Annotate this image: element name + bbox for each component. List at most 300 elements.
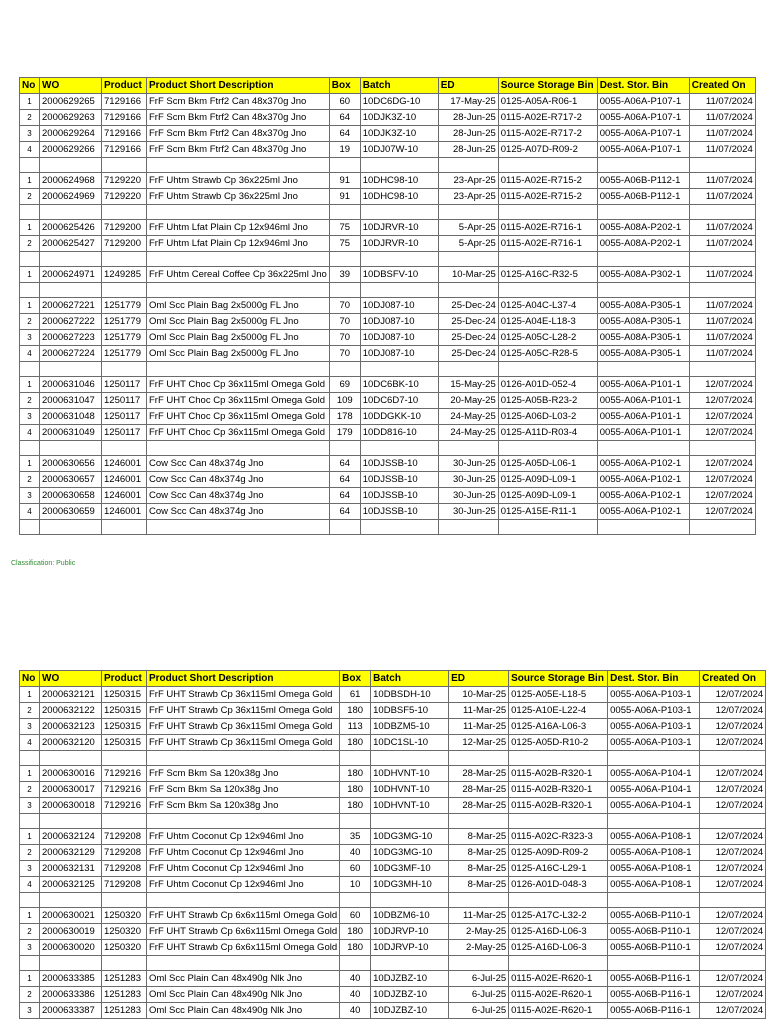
cell-no: 1	[20, 377, 40, 393]
header-description: Product Short Description	[147, 671, 340, 687]
empty-cell	[20, 283, 40, 298]
cell-no: 2	[20, 472, 40, 488]
cell-created-on: 12/07/2024	[700, 687, 766, 703]
cell-no: 1	[20, 267, 40, 283]
cell-description: FrF UHT Choc Cp 36x115ml Omega Gold	[147, 393, 330, 409]
spacer-row	[20, 362, 756, 377]
cell-ed: 30-Jun-25	[438, 488, 498, 504]
cell-ed: 10-Mar-25	[449, 687, 509, 703]
cell-product: 1251779	[102, 298, 147, 314]
cell-created-on: 11/07/2024	[689, 126, 755, 142]
table-row	[20, 908, 766, 924]
table-row	[20, 971, 766, 987]
cell-created-on: 12/07/2024	[700, 766, 766, 782]
cell-description: FrF UHT Choc Cp 36x115ml Omega Gold	[147, 425, 330, 441]
cell-no: 2	[20, 845, 40, 861]
cell-box: 70	[329, 346, 360, 362]
cell-product: 1251283	[102, 971, 147, 987]
header-batch: Batch	[360, 78, 438, 94]
cell-batch: 10DC6D7-10	[360, 393, 438, 409]
cell-source-bin: 0115-A02C-R323-3	[509, 829, 608, 845]
cell-created-on: 12/07/2024	[689, 393, 755, 409]
cell-created-on: 11/07/2024	[689, 94, 755, 110]
empty-cell	[689, 158, 755, 173]
cell-batch: 10DJZBZ-10	[371, 987, 449, 1003]
cell-source-bin: 0115-A02E-R715-2	[498, 173, 597, 189]
cell-created-on: 11/07/2024	[689, 267, 755, 283]
header-source-bin: Source Storage Bin	[509, 671, 608, 687]
cell-dest-bin: 0055-A06A-P107-1	[597, 126, 689, 142]
cell-no: 3	[20, 488, 40, 504]
spacer-row	[20, 893, 766, 908]
empty-cell	[40, 252, 102, 267]
cell-source-bin: 0125-A04E-L18-3	[498, 314, 597, 330]
empty-cell	[597, 205, 689, 220]
cell-box: 64	[329, 456, 360, 472]
cell-no: 4	[20, 504, 40, 520]
cell-ed: 30-Jun-25	[438, 456, 498, 472]
cell-source-bin: 0125-A06D-L03-2	[498, 409, 597, 425]
empty-cell	[689, 283, 755, 298]
cell-created-on: 11/07/2024	[689, 330, 755, 346]
cell-product: 1250315	[102, 719, 147, 735]
cell-box: 180	[340, 940, 371, 956]
table-row	[20, 236, 756, 252]
cell-ed: 11-Mar-25	[449, 703, 509, 719]
cell-batch: 10DHVNT-10	[371, 798, 449, 814]
cell-wo: 2000632123	[40, 719, 102, 735]
header-dest-bin: Dest. Stor. Bin	[597, 78, 689, 94]
header-created-on: Created On	[700, 671, 766, 687]
cell-description: FrF Uhtm Cereal Coffee Cp 36x225ml Jno	[147, 267, 330, 283]
cell-description: FrF UHT Strawb Cp 36x115ml Omega Gold	[147, 719, 340, 735]
empty-cell	[438, 362, 498, 377]
cell-box: 180	[340, 798, 371, 814]
cell-dest-bin: 0055-A06A-P102-1	[597, 488, 689, 504]
cell-source-bin: 0125-A05C-L28-2	[498, 330, 597, 346]
cell-created-on: 12/07/2024	[689, 472, 755, 488]
cell-source-bin: 0115-A02E-R717-2	[498, 110, 597, 126]
empty-cell	[608, 814, 700, 829]
empty-cell	[689, 252, 755, 267]
cell-box: 178	[329, 409, 360, 425]
cell-batch: 10DBZM6-10	[371, 908, 449, 924]
cell-source-bin: 0125-A05D-R10-2	[509, 735, 608, 751]
empty-cell	[147, 252, 330, 267]
empty-cell	[102, 441, 147, 456]
header-no: No	[20, 78, 40, 94]
cell-source-bin: 0125-A09D-R09-2	[509, 845, 608, 861]
cell-dest-bin: 0055-A06A-P103-1	[608, 719, 700, 735]
cell-batch: 10DG3MF-10	[371, 861, 449, 877]
empty-cell	[40, 362, 102, 377]
cell-ed: 24-May-25	[438, 409, 498, 425]
cell-wo: 2000632129	[40, 845, 102, 861]
cell-created-on: 12/07/2024	[700, 987, 766, 1003]
empty-cell	[20, 252, 40, 267]
cell-wo: 2000629264	[40, 126, 102, 142]
cell-product: 7129208	[102, 845, 147, 861]
cell-source-bin: 0125-A05C-R28-5	[498, 346, 597, 362]
empty-cell	[438, 252, 498, 267]
cell-box: 19	[329, 142, 360, 158]
cell-ed: 6-Jul-25	[449, 1003, 509, 1019]
table-row	[20, 314, 756, 330]
cell-wo: 2000627224	[40, 346, 102, 362]
cell-description: FrF Uhtm Lfat Plain Cp 12x946ml Jno	[147, 236, 330, 252]
table-row	[20, 142, 756, 158]
cell-ed: 24-May-25	[438, 425, 498, 441]
cell-dest-bin: 0055-A06B-P116-1	[608, 971, 700, 987]
table-row	[20, 267, 756, 283]
empty-cell	[20, 956, 40, 971]
cell-no: 1	[20, 94, 40, 110]
cell-created-on: 12/07/2024	[700, 719, 766, 735]
cell-source-bin: 0125-A16C-L29-1	[509, 861, 608, 877]
cell-batch: 10DG3MG-10	[371, 845, 449, 861]
cell-description: FrF Uhtm Coconut Cp 12x946ml Jno	[147, 861, 340, 877]
header-ed: ED	[449, 671, 509, 687]
cell-created-on: 11/07/2024	[689, 142, 755, 158]
empty-cell	[102, 520, 147, 535]
cell-source-bin: 0115-A02E-R716-1	[498, 220, 597, 236]
cell-dest-bin: 0055-A06A-P101-1	[597, 425, 689, 441]
empty-cell	[360, 158, 438, 173]
empty-cell	[147, 956, 340, 971]
cell-batch: 10DC6DG-10	[360, 94, 438, 110]
cell-no: 3	[20, 719, 40, 735]
cell-no: 2	[20, 924, 40, 940]
cell-no: 4	[20, 346, 40, 362]
empty-cell	[147, 441, 330, 456]
empty-cell	[102, 283, 147, 298]
cell-no: 1	[20, 220, 40, 236]
empty-cell	[340, 956, 371, 971]
empty-cell	[438, 441, 498, 456]
table-row	[20, 377, 756, 393]
empty-cell	[20, 520, 40, 535]
cell-created-on: 12/07/2024	[700, 940, 766, 956]
cell-created-on: 11/07/2024	[689, 189, 755, 205]
table-row	[20, 861, 766, 877]
cell-box: 35	[340, 829, 371, 845]
cell-product: 7129208	[102, 861, 147, 877]
cell-dest-bin: 0055-A06A-P104-1	[608, 782, 700, 798]
cell-ed: 11-Mar-25	[449, 719, 509, 735]
cell-no: 2	[20, 987, 40, 1003]
cell-source-bin: 0115-A02E-R620-1	[509, 987, 608, 1003]
empty-cell	[40, 283, 102, 298]
cell-wo: 2000629265	[40, 94, 102, 110]
cell-product: 1251283	[102, 1003, 147, 1019]
cell-dest-bin: 0055-A06A-P102-1	[597, 472, 689, 488]
empty-cell	[147, 814, 340, 829]
cell-description: FrF Scm Bkm Ftrf2 Can 48x370g Jno	[147, 142, 330, 158]
cell-created-on: 12/07/2024	[700, 908, 766, 924]
empty-cell	[20, 205, 40, 220]
cell-wo: 2000632121	[40, 687, 102, 703]
cell-created-on: 11/07/2024	[689, 173, 755, 189]
cell-dest-bin: 0055-A06A-P101-1	[597, 377, 689, 393]
table-row	[20, 877, 766, 893]
cell-no: 1	[20, 829, 40, 845]
cell-no: 3	[20, 409, 40, 425]
empty-cell	[360, 283, 438, 298]
cell-product: 7129200	[102, 236, 147, 252]
cell-description: FrF UHT Strawb Cp 6x6x115ml Omega Gold	[147, 940, 340, 956]
cell-description: FrF UHT Choc Cp 36x115ml Omega Gold	[147, 377, 330, 393]
empty-cell	[20, 362, 40, 377]
cell-source-bin: 0125-A10E-L22-4	[509, 703, 608, 719]
header-wo: WO	[40, 78, 102, 94]
cell-source-bin: 0125-A17C-L32-2	[509, 908, 608, 924]
cell-dest-bin: 0055-A06B-P112-1	[597, 189, 689, 205]
cell-source-bin: 0126-A01D-048-3	[509, 877, 608, 893]
cell-product: 1250315	[102, 703, 147, 719]
cell-product: 1250117	[102, 377, 147, 393]
empty-cell	[509, 893, 608, 908]
cell-dest-bin: 0055-A08A-P305-1	[597, 346, 689, 362]
cell-batch: 10DJZBZ-10	[371, 1003, 449, 1019]
cell-product: 7129166	[102, 142, 147, 158]
cell-box: 61	[340, 687, 371, 703]
cell-dest-bin: 0055-A06A-P104-1	[608, 798, 700, 814]
cell-ed: 30-Jun-25	[438, 504, 498, 520]
cell-wo: 2000630017	[40, 782, 102, 798]
cell-batch: 10DDGKK-10	[360, 409, 438, 425]
table-row	[20, 1003, 766, 1019]
cell-wo: 2000633386	[40, 987, 102, 1003]
empty-cell	[689, 520, 755, 535]
cell-batch: 10DHC98-10	[360, 173, 438, 189]
empty-cell	[20, 814, 40, 829]
cell-wo: 2000631046	[40, 377, 102, 393]
cell-box: 64	[329, 472, 360, 488]
cell-box: 60	[329, 94, 360, 110]
cell-ed: 28-Mar-25	[449, 798, 509, 814]
spacer-row	[20, 158, 756, 173]
cell-batch: 10DJ087-10	[360, 314, 438, 330]
table-row	[20, 94, 756, 110]
empty-cell	[40, 893, 102, 908]
empty-cell	[40, 814, 102, 829]
table-row	[20, 987, 766, 1003]
cell-batch: 10DJRVR-10	[360, 220, 438, 236]
table-row	[20, 940, 766, 956]
cell-ed: 30-Jun-25	[438, 472, 498, 488]
cell-batch: 10DJSSB-10	[360, 504, 438, 520]
cell-no: 2	[20, 110, 40, 126]
empty-cell	[147, 751, 340, 766]
cell-description: Cow Scc Can 48x374g Jno	[147, 472, 330, 488]
empty-cell	[498, 283, 597, 298]
empty-cell	[329, 283, 360, 298]
cell-source-bin: 0115-A02B-R320-1	[509, 798, 608, 814]
table-row	[20, 298, 756, 314]
table-row	[20, 110, 756, 126]
header-wo: WO	[40, 671, 102, 687]
cell-box: 109	[329, 393, 360, 409]
cell-ed: 20-May-25	[438, 393, 498, 409]
empty-cell	[438, 283, 498, 298]
cell-no: 4	[20, 142, 40, 158]
empty-cell	[20, 441, 40, 456]
cell-dest-bin: 0055-A06B-P116-1	[608, 1003, 700, 1019]
empty-cell	[608, 956, 700, 971]
empty-cell	[498, 520, 597, 535]
empty-cell	[40, 956, 102, 971]
table-row	[20, 472, 756, 488]
cell-no: 1	[20, 908, 40, 924]
cell-product: 1250117	[102, 409, 147, 425]
cell-batch: 10DHVNT-10	[371, 766, 449, 782]
cell-product: 1251283	[102, 987, 147, 1003]
empty-cell	[147, 205, 330, 220]
cell-dest-bin: 0055-A06B-P110-1	[608, 908, 700, 924]
cell-no: 2	[20, 314, 40, 330]
cell-product: 1251779	[102, 314, 147, 330]
header-no: No	[20, 671, 40, 687]
empty-cell	[102, 751, 147, 766]
table-row	[20, 766, 766, 782]
empty-cell	[340, 814, 371, 829]
cell-description: FrF Scm Bkm Ftrf2 Can 48x370g Jno	[147, 110, 330, 126]
cell-product: 1250315	[102, 735, 147, 751]
cell-source-bin: 0125-A16A-L06-3	[509, 719, 608, 735]
cell-created-on: 12/07/2024	[700, 861, 766, 877]
table-row	[20, 924, 766, 940]
cell-created-on: 11/07/2024	[689, 298, 755, 314]
empty-cell	[147, 520, 330, 535]
cell-wo: 2000632131	[40, 861, 102, 877]
cell-ed: 2-May-25	[449, 924, 509, 940]
cell-batch: 10DJK3Z-10	[360, 110, 438, 126]
cell-no: 1	[20, 456, 40, 472]
cell-dest-bin: 0055-A06A-P108-1	[608, 861, 700, 877]
header-row	[20, 78, 756, 94]
cell-ed: 23-Apr-25	[438, 173, 498, 189]
cell-ed: 8-Mar-25	[449, 877, 509, 893]
cell-wo: 2000630021	[40, 908, 102, 924]
cell-source-bin: 0126-A01D-052-4	[498, 377, 597, 393]
cell-product: 7129166	[102, 126, 147, 142]
table-row	[20, 425, 756, 441]
cell-wo: 2000625427	[40, 236, 102, 252]
cell-dest-bin: 0055-A06A-P102-1	[597, 504, 689, 520]
cell-box: 64	[329, 126, 360, 142]
cell-batch: 10DJSSB-10	[360, 488, 438, 504]
cell-batch: 10DJRVP-10	[371, 924, 449, 940]
cell-wo: 2000624969	[40, 189, 102, 205]
table-row	[20, 330, 756, 346]
cell-no: 3	[20, 940, 40, 956]
empty-cell	[438, 158, 498, 173]
cell-batch: 10DG3MG-10	[371, 829, 449, 845]
header-created-on: Created On	[689, 78, 755, 94]
empty-cell	[147, 158, 330, 173]
empty-cell	[102, 362, 147, 377]
empty-cell	[102, 158, 147, 173]
cell-product: 1250320	[102, 940, 147, 956]
cell-no: 1	[20, 971, 40, 987]
cell-dest-bin: 0055-A08A-P305-1	[597, 330, 689, 346]
cell-created-on: 12/07/2024	[689, 425, 755, 441]
table-row	[20, 173, 756, 189]
cell-dest-bin: 0055-A06A-P104-1	[608, 766, 700, 782]
cell-wo: 2000627221	[40, 298, 102, 314]
cell-wo: 2000630659	[40, 504, 102, 520]
cell-wo: 2000633387	[40, 1003, 102, 1019]
table-row	[20, 346, 756, 362]
cell-created-on: 11/07/2024	[689, 220, 755, 236]
cell-product: 1250315	[102, 687, 147, 703]
cell-description: FrF Uhtm Strawb Cp 36x225ml Jno	[147, 189, 330, 205]
empty-cell	[329, 362, 360, 377]
cell-ed: 6-Jul-25	[449, 987, 509, 1003]
empty-cell	[597, 441, 689, 456]
cell-wo: 2000631048	[40, 409, 102, 425]
table-row	[20, 798, 766, 814]
cell-created-on: 11/07/2024	[689, 346, 755, 362]
empty-cell	[700, 751, 766, 766]
cell-product: 1246001	[102, 456, 147, 472]
cell-description: FrF Scm Bkm Ftrf2 Can 48x370g Jno	[147, 126, 330, 142]
cell-product: 7129216	[102, 782, 147, 798]
cell-ed: 23-Apr-25	[438, 189, 498, 205]
cell-ed: 25-Dec-24	[438, 330, 498, 346]
cell-description: Oml Scc Plain Bag 2x5000g FL Jno	[147, 314, 330, 330]
cell-wo: 2000630657	[40, 472, 102, 488]
cell-batch: 10DJSSB-10	[360, 472, 438, 488]
cell-product: 7129220	[102, 189, 147, 205]
spacer-row	[20, 814, 766, 829]
empty-cell	[371, 751, 449, 766]
cell-dest-bin: 0055-A06A-P101-1	[597, 409, 689, 425]
cell-source-bin: 0125-A16D-L06-3	[509, 924, 608, 940]
cell-box: 64	[329, 488, 360, 504]
cell-dest-bin: 0055-A06A-P108-1	[608, 845, 700, 861]
cell-wo: 2000630019	[40, 924, 102, 940]
cell-box: 40	[340, 1003, 371, 1019]
spacer-row	[20, 751, 766, 766]
cell-ed: 8-Mar-25	[449, 829, 509, 845]
cell-box: 70	[329, 330, 360, 346]
table-row	[20, 845, 766, 861]
empty-cell	[608, 751, 700, 766]
cell-wo: 2000630016	[40, 766, 102, 782]
table-row	[20, 782, 766, 798]
cell-box: 180	[340, 782, 371, 798]
empty-cell	[147, 362, 330, 377]
cell-no: 1	[20, 687, 40, 703]
empty-cell	[498, 158, 597, 173]
cell-no: 3	[20, 861, 40, 877]
cell-created-on: 12/07/2024	[689, 504, 755, 520]
cell-batch: 10DBSFV-10	[360, 267, 438, 283]
empty-cell	[438, 520, 498, 535]
cell-box: 64	[329, 110, 360, 126]
cell-box: 180	[340, 924, 371, 940]
cell-ed: 25-Dec-24	[438, 298, 498, 314]
cell-ed: 28-Mar-25	[449, 782, 509, 798]
cell-product: 7129166	[102, 110, 147, 126]
cell-description: Cow Scc Can 48x374g Jno	[147, 456, 330, 472]
cell-product: 7129166	[102, 94, 147, 110]
cell-box: 10	[340, 877, 371, 893]
cell-ed: 5-Apr-25	[438, 220, 498, 236]
cell-wo: 2000632124	[40, 829, 102, 845]
table-row	[20, 126, 756, 142]
